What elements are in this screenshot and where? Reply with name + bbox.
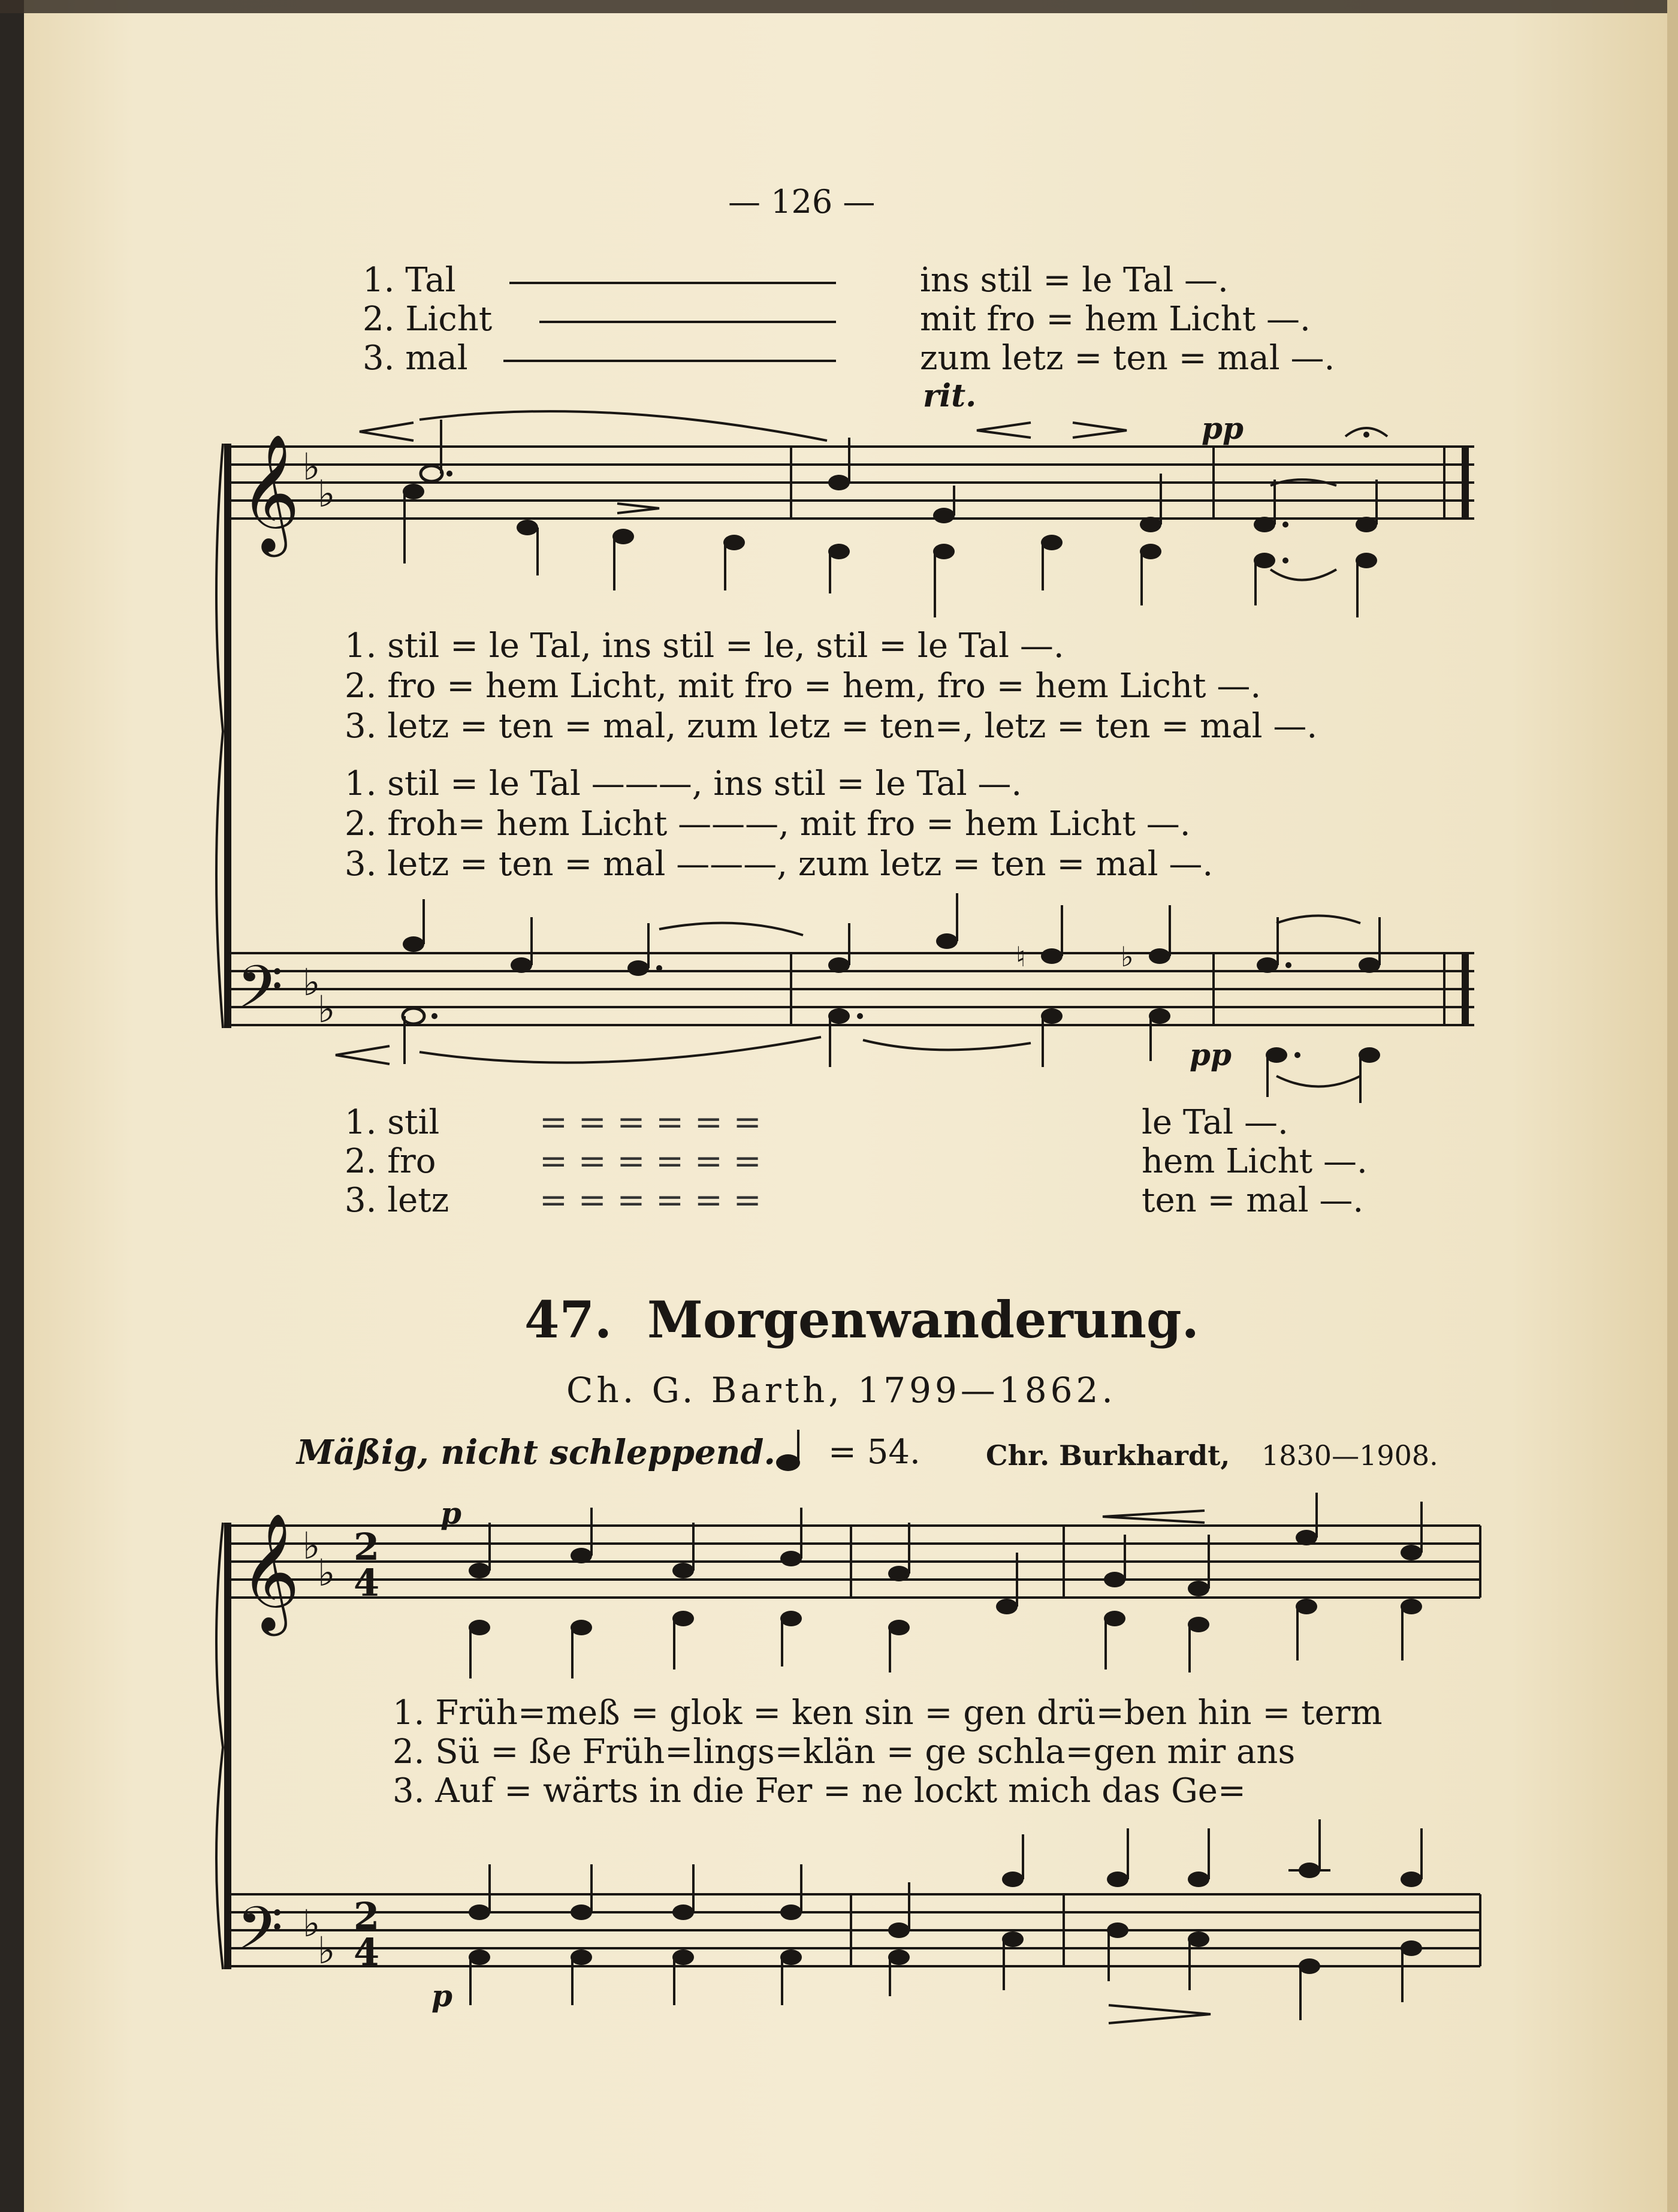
top-lyric-rest: ins stil = le Tal —. (920, 261, 1229, 300)
top-lyric-rest: zum letz = ten = mal —. (920, 339, 1335, 378)
page-gutter (0, 0, 24, 2212)
time-signature-bottom: 4 (354, 1561, 380, 1605)
tie (1270, 480, 1336, 486)
song-number: 47. (524, 1290, 612, 1349)
system-brace (216, 444, 223, 1028)
top-lyric-num: 3. mal (363, 339, 468, 378)
system1-treble-notes (403, 420, 1377, 617)
top-lyric-rest: mit fro = hem Licht —. (920, 300, 1311, 339)
time-signature-bottom: 4 (354, 1930, 380, 1974)
lyric-start: 1. stil (345, 1103, 440, 1142)
lyric-dashes: = = = = = = (539, 1142, 762, 1181)
flat-icon: ♭ (318, 1551, 336, 1595)
tie (1276, 916, 1360, 924)
top-lyric-num: 1. Tal (363, 261, 456, 300)
lyric-line: 3. Auf = wärts in die Fer = ne lockt mich das Ge= (393, 1771, 1246, 1810)
lyric-dashes: = = = = = = (539, 1181, 762, 1220)
lyric-end: ten = mal —. (1142, 1181, 1364, 1220)
tie (1276, 1076, 1360, 1087)
lyric-end: le Tal —. (1142, 1103, 1288, 1142)
page-right-edge (1667, 0, 1678, 2212)
accent-icon (617, 504, 659, 513)
crescendo-hairpin (360, 423, 414, 441)
lyric-line: 1. Früh=meß = glok = ken sin = gen drü=ben hin = term (393, 1693, 1383, 1732)
lyric-line: 1. stil = le Tal ———, ins stil = le Tal —. (345, 764, 1022, 803)
treble-clef-icon: 𝄞 (240, 433, 300, 552)
tempo-marking: Mäßig, nicht schleppend. (297, 1433, 775, 1472)
composer-years: 1830—1908. (1261, 1439, 1438, 1472)
lyric-dashes: = = = = = = (539, 1103, 762, 1142)
system1-treble-staff (231, 433, 1474, 557)
system2-treble-staff (231, 1512, 1480, 1636)
crescendo-hairpin (977, 423, 1031, 438)
decrescendo-hairpin (1109, 2005, 1211, 2023)
dynamic-p: p (440, 1496, 461, 1531)
lyric-start: 3. letz (345, 1181, 449, 1220)
dynamic-pp: pp (1202, 411, 1244, 446)
slur (659, 923, 803, 935)
lyric-line: 2. froh= hem Licht ———, mit fro = hem Licht —. (345, 804, 1191, 843)
song-title: Morgenwanderung. (647, 1290, 1199, 1349)
lyric-line: 3. letz = ten = mal ———, zum letz = ten = mal —. (345, 845, 1214, 884)
system-brace (216, 1523, 223, 1969)
tie (863, 1040, 1031, 1050)
system2-bass-staff (231, 1894, 1480, 1978)
flat-icon: ♭ (303, 445, 321, 489)
slur (420, 411, 827, 441)
crescendo-hairpin (1103, 1511, 1205, 1523)
page-number: — 126 — (728, 183, 876, 221)
quarter-note-icon (776, 1454, 800, 1471)
lyric-start: 2. fro (345, 1142, 436, 1181)
top-lyric-num: 2. Licht (363, 300, 493, 339)
system1-bass-notes (403, 893, 1380, 1103)
dynamic-pp: pp (1190, 1037, 1232, 1072)
fermata-dot (1363, 432, 1369, 438)
flat-icon: ♭ (318, 472, 336, 516)
flat-icon: ♭ (303, 1901, 321, 1945)
lyric-line: 1. stil = le Tal, ins stil = le, stil = le Tal —. (345, 626, 1064, 665)
flat-icon: ♭ (318, 1928, 336, 1972)
svg-text:♮: ♮ (1016, 941, 1026, 973)
lyric-line: 3. letz = ten = mal, zum letz = ten=, letz = ten = mal —. (345, 707, 1318, 746)
flat-icon: ♭ (318, 987, 336, 1031)
slur (420, 1037, 821, 1063)
bass-clef-icon: 𝄢 (237, 1894, 283, 1978)
fermata-icon (1345, 428, 1387, 436)
composer-name: Chr. Burkhardt, (986, 1439, 1230, 1472)
dynamic-p: p (431, 1978, 452, 2014)
flat-icon: ♭ (303, 960, 321, 1004)
crescendo-hairpin (336, 1046, 390, 1064)
time-signature-top: 2 (354, 1894, 380, 1938)
bass-clef-icon: 𝄢 (237, 953, 283, 1036)
metronome-value: = 54. (828, 1433, 921, 1472)
lyric-line: 2. fro = hem Licht, mit fro = hem, fro = hem Licht —. (345, 667, 1261, 706)
tie (1270, 569, 1336, 580)
decrescendo-hairpin (1073, 423, 1127, 438)
system2-treble-notes (469, 1493, 1422, 1678)
song-author: Ch. G. Barth, 1799—1862. (566, 1370, 1116, 1411)
ritardando-mark: rit. (923, 378, 977, 414)
lyric-line: 2. Sü = ße Früh=lings=klän = ge schla=gen mir ans (393, 1732, 1296, 1771)
system2-bass-notes (469, 1819, 1422, 2020)
flat-icon: ♭ (303, 1524, 321, 1568)
time-signature-top: 2 (354, 1525, 380, 1569)
svg-text:♭: ♭ (1121, 941, 1134, 973)
treble-clef-icon: 𝄞 (240, 1512, 300, 1631)
lyric-end: hem Licht —. (1142, 1142, 1368, 1181)
page-top-edge (0, 0, 1678, 13)
system1-bass-staff (231, 953, 1474, 1036)
